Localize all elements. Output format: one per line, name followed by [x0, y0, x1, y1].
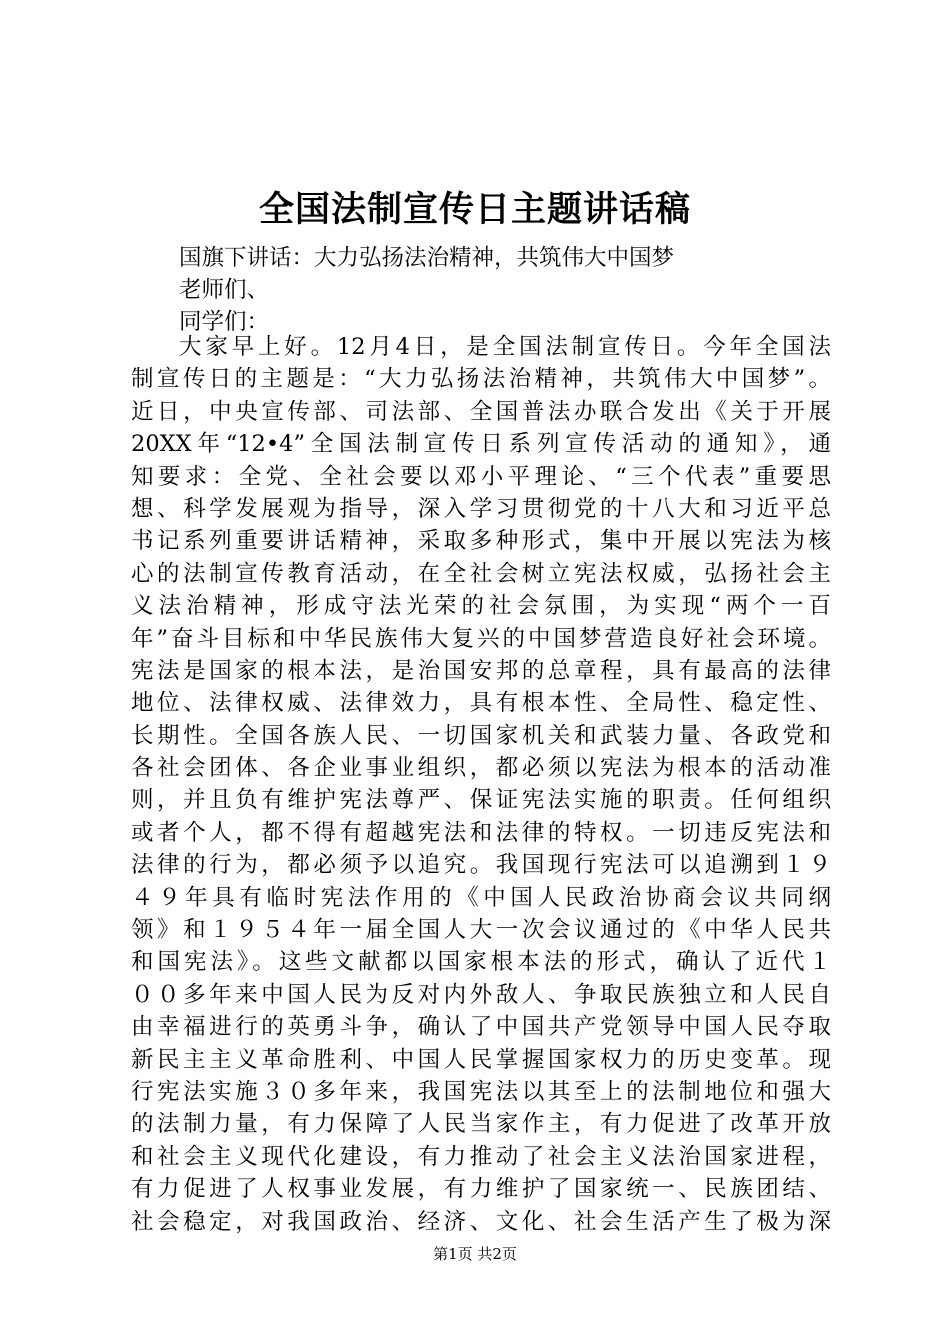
body-paragraph: [131, 331, 831, 1238]
salutation-students: 同学们：: [179, 309, 270, 335]
page-title: 全国法制宣传日主题讲话稿: [258, 189, 691, 230]
page-footer: 第1页 共2页: [433, 1245, 517, 1263]
body-line: 长期性。全国各族人民、一切国家机关和武装力量、各政党和: [131, 722, 831, 749]
body-line: 义法治精神，形成守法光荣的社会氛围，为实现“两个一百: [131, 593, 831, 620]
body-line: 的法制力量，有力保障了人民当家作主，有力促进了改革开放: [131, 1111, 831, 1138]
body-line: 近日，中央宣传部、司法部、全国普法办联合发出《关于开展: [131, 398, 831, 425]
body-line: 各社会团体、各企业事业组织，都必须以宪法为根本的活动准: [131, 755, 831, 782]
intro-block: [131, 242, 831, 338]
body-line: ４９年具有临时宪法作用的《中国人民政治协商会议共同纲: [131, 884, 831, 911]
body-line: 大家早上好。12月4日，是全国法制宣传日。今年全国法: [179, 334, 831, 360]
body-line: 书记系列重要讲话精神，采取多种形式，集中开展以宪法为核: [131, 528, 831, 555]
body-line: 则，并且负有维护宪法尊严、保证宪法实施的职责。任何组织: [131, 787, 831, 814]
body-line: 社会稳定，对我国政治、经济、文化、社会生活产生了极为深: [131, 1208, 831, 1235]
body-line: 想、科学发展观为指导，深入学习贯彻党的十八大和习近平总: [131, 495, 831, 522]
body-line: 知要求：全党、全社会要以邓小平理论、“三个代表”重要思: [131, 463, 831, 490]
body-line: 心的法制宣传教育活动，在全社会树立宪法权威，弘扬社会主: [131, 560, 831, 587]
speech-subtitle: 国旗下讲话：大力弘扬法治精神，共筑伟大中国梦: [179, 245, 675, 271]
body-line: 宪法是国家的根本法，是治国安邦的总章程，具有最高的法律: [131, 657, 831, 684]
body-line: 新民主主义革命胜利、中国人民掌握国家权力的历史变革。现: [131, 1046, 831, 1073]
body-line: 有力促进了人权事业发展，有力维护了国家统一、民族团结、: [131, 1176, 831, 1203]
body-line: ００多年来中国人民为反对内外敌人、争取民族独立和人民自: [131, 981, 831, 1008]
body-line: 20XX年“12•4”全国法制宣传日系列宣传活动的通知》，通: [131, 431, 831, 458]
body-line: 和国宪法》。这些文献都以国家根本法的形式，确认了近代１: [131, 949, 831, 976]
body-line: 领》和１９５４年一届全国人大一次会议通过的《中华人民共: [131, 917, 831, 944]
body-line: 行宪法实施３０多年来，我国宪法以其至上的法制地位和强大: [131, 1078, 831, 1105]
body-line: 由幸福进行的英勇斗争，确认了中国共产党领导中国人民夺取: [131, 1014, 831, 1041]
body-line: 制宣传日的主题是：“大力弘扬法治精神，共筑伟大中国梦”。: [131, 366, 831, 393]
body-line: 地位、法律权威、法律效力，具有根本性、全局性、稳定性、: [131, 690, 831, 717]
body-line: 法律的行为，都必须予以追究。我国现行宪法可以追溯到１９: [131, 852, 831, 879]
body-line: 或者个人，都不得有超越宪法和法律的特权。一切违反宪法和: [131, 819, 831, 846]
body-line: 年”奋斗目标和中华民族伟大复兴的中国梦营造良好社会环境。: [131, 625, 831, 652]
salutation-teachers: 老师们、: [179, 277, 270, 303]
body-line: 和社会主义现代化建设，有力推动了社会主义法治国家进程，: [131, 1143, 831, 1170]
